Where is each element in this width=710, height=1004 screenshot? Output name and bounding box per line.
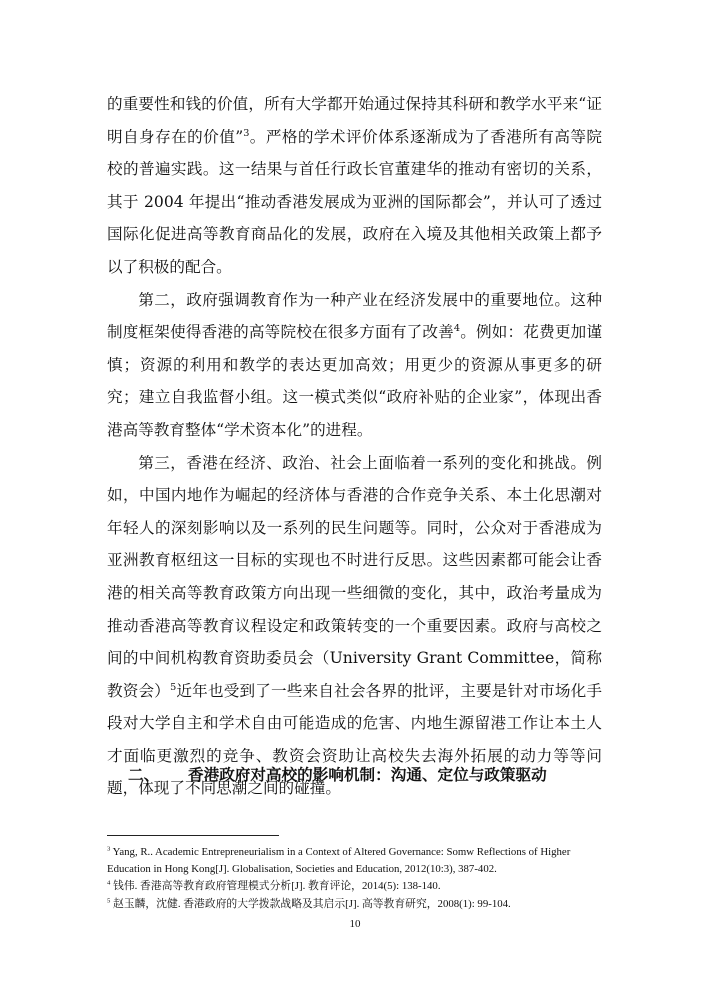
footnotes xyxy=(107,844,602,913)
footnote-number: 4 xyxy=(107,879,111,887)
footnote-text: 钱伟. 香港高等教育政府管理模式分析[J]. 教育评论，2014(5): 138-140. xyxy=(110,880,441,893)
footnote-text: 赵玉麟，沈健. 香港政府的大学拨款战略及其启示[J]. 高等教育研究，2008(1): 99-104. xyxy=(110,897,511,910)
paragraph-text: 近年也受到了一些来自社会各界的批评，主要是针对市场化手段对大学自主和学术自由可能造成的危害、内地生源留港工作让本土人才面临更激烈的竞争、教资会资助让高校失去海外拓展的动力等等问题，体现了不同思潮之间的碰撞。 xyxy=(107,681,602,798)
paragraph-text: 第三，香港在经济、政治、社会上面临着一系列的变化和挑战。例如，中国内地作为崛起的经济体与香港的合作竞争关系、本土化思潮对年轻人的深刻影响以及一系列的民生问题等。同时，公众对于香港成为亚洲教育枢纽这一目标的实现也不时进行反思。这些因素都可能会让香港的相关高等教育政策方向出现一些细微的变化，其中，政治考量成为推动香港高等教育议程设定和政策转变的一个重要因素。政府与高校之间的中间机构教育资助委员会（University Grant Committee，简称教资会） xyxy=(107,453,602,700)
section-number: 二、 xyxy=(128,766,160,784)
footnote-marker: 3 xyxy=(243,127,250,139)
footnote-5 xyxy=(107,896,602,913)
paragraph-text: 的重要性和钱的价值，所有大学都开始通过保持其科研和教学水平来“证明自身存在的价值” xyxy=(107,95,602,146)
paragraph-text: 。例如：花费更加谨慎；资源的利用和教学的表达更加高效；用更少的资源从事更多的研究；建立自我监督小组。这一模式类似“政府补贴的企业家”，体现出香港高等教育整体“学术资本化”的进程。 xyxy=(107,323,602,439)
footnote-text: Yang, R.. Academic Entrepreneurialism in a Context of Altered Governance: Somw Reflections of Higher Education in Hong Kong[J]. Globalisation, Societies and Education, 2012(10:3), 387-402. xyxy=(107,846,571,876)
paragraph-1 xyxy=(107,88,602,284)
footnote-3 xyxy=(107,844,602,878)
paragraph-text: 第二，政府强调教育作为一种产业在经济发展中的重要地位。这种制度框架使得香港的高等院校在很多方面有了改善 xyxy=(107,290,602,342)
page-number: 10 xyxy=(349,918,361,930)
section-heading xyxy=(128,760,598,790)
footnote-divider xyxy=(107,835,279,836)
footnote-marker: 4 xyxy=(453,322,461,334)
footnote-4 xyxy=(107,878,602,895)
paragraph-2 xyxy=(107,284,602,447)
section-title: 香港政府对高校的影响机制：沟通、定位与政策驱动 xyxy=(188,766,547,784)
footnote-number: 3 xyxy=(107,845,111,853)
footnote-marker: 5 xyxy=(170,681,177,693)
paragraph-3 xyxy=(107,447,602,806)
body-text xyxy=(107,88,602,805)
footnote-number: 5 xyxy=(107,897,111,905)
paragraph-text: 。严格的学术评价体系逐渐成为了香港所有高等院校的普遍实践。这一结果与首任行政长官董建华的推动有密切的关系，其于 2004 年提出“推动香港发展成为亚洲的国际都会”，并认可了透过国际化促进高等教育商品化的发展，政府在入境及其他相关政策上都予以了积极的配合。 xyxy=(107,127,602,276)
